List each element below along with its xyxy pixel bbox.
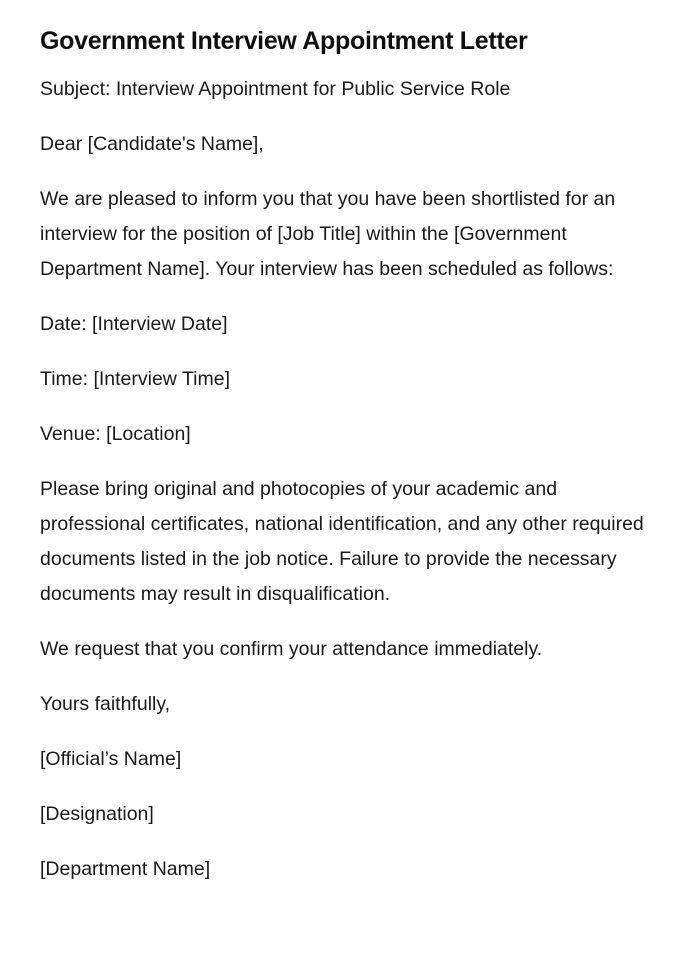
interview-date: Date: [Interview Date]: [40, 313, 228, 335]
designation: [Designation]: [40, 803, 154, 825]
salutation: Dear [Candidate's Name],: [40, 133, 264, 155]
department-name: [Department Name]: [40, 858, 211, 880]
interview-venue: Venue: [Location]: [40, 423, 191, 445]
subject-line: Subject: Interview Appointment for Public Service Role: [40, 78, 511, 100]
interview-time: Time: [Interview Time]: [40, 368, 230, 390]
closing: Yours faithfully,: [40, 693, 171, 715]
documents-paragraph: Please bring original and photocopies of your academic and professional certificates, national identification, and any other required documents listed in the job notice. Failure to provide the necessary documents may result in disqualification.: [40, 478, 644, 605]
official-name: [Official’s Name]: [40, 748, 182, 770]
confirmation-request: We request that you confirm your attendance immediately.: [40, 638, 543, 660]
intro-paragraph: We are pleased to inform you that you have been shortlisted for an interview for the position of [Job Title] within the [Government Department Name]. Your interview has been scheduled as follows:: [40, 188, 616, 280]
letter-title: Government Interview Appointment Letter: [40, 27, 528, 55]
